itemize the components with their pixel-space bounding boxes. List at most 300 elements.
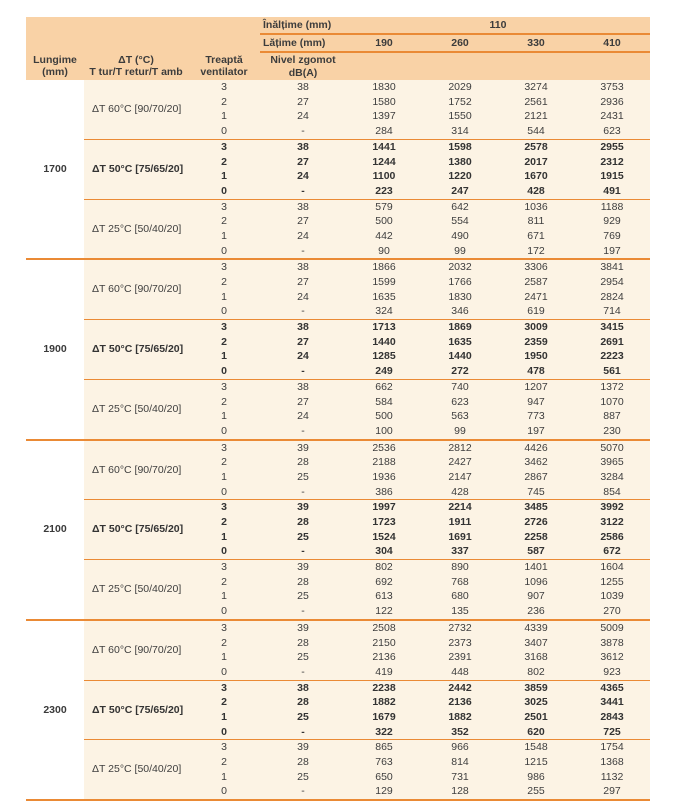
output-cell-190: 1397 xyxy=(346,109,422,124)
output-cell-190: 802 xyxy=(346,560,422,575)
output-cell-330: 2578 xyxy=(498,139,574,154)
noise-level-cell: 38 xyxy=(260,139,346,154)
data-row xyxy=(26,500,650,515)
output-cell-190: 865 xyxy=(346,740,422,755)
fan-step-cell: 0 xyxy=(188,665,260,680)
output-cell-410: 623 xyxy=(574,124,650,139)
output-cell-330: 172 xyxy=(498,244,574,260)
noise-level-cell: 39 xyxy=(260,440,346,456)
output-cell-330: 811 xyxy=(498,214,574,229)
fan-step-cell: 2 xyxy=(188,394,260,409)
output-cell-410: 1368 xyxy=(574,755,650,770)
output-cell-190: 2136 xyxy=(346,650,422,665)
data-row xyxy=(26,139,650,154)
output-cell-330: 2501 xyxy=(498,710,574,725)
fan-step-cell: 3 xyxy=(188,560,260,575)
fan-step-cell: 1 xyxy=(188,530,260,545)
fan-step-cell: 2 xyxy=(188,335,260,350)
output-cell-260: 1220 xyxy=(422,169,498,184)
output-cell-330: 802 xyxy=(498,665,574,680)
output-cell-260: 2373 xyxy=(422,635,498,650)
fan-step-cell: 0 xyxy=(188,424,260,440)
output-cell-330: 2258 xyxy=(498,530,574,545)
output-cell-190: 2150 xyxy=(346,635,422,650)
noise-level-cell: - xyxy=(260,304,346,319)
output-cell-190: 2188 xyxy=(346,455,422,470)
noise-level-cell: 24 xyxy=(260,290,346,305)
noise-level-cell: 38 xyxy=(260,379,346,394)
fan-step-cell: 0 xyxy=(188,244,260,260)
output-cell-260: 128 xyxy=(422,784,498,800)
output-cell-260: 272 xyxy=(422,364,498,379)
output-cell-410: 1604 xyxy=(574,560,650,575)
output-cell-410: 297 xyxy=(574,784,650,800)
delta-t-label: ΔT 60°C [90/70/20] xyxy=(84,440,188,500)
noise-level-cell: - xyxy=(260,244,346,260)
output-cell-190: 1723 xyxy=(346,515,422,530)
length-header-line2: (mm) xyxy=(42,66,68,78)
output-cell-410: 3753 xyxy=(574,80,650,95)
fan-step-cell: 1 xyxy=(188,710,260,725)
output-cell-190: 613 xyxy=(346,589,422,604)
fan-step-cell: 0 xyxy=(188,364,260,379)
width-value-410: 410 xyxy=(574,34,650,52)
delta-t-label: ΔT 60°C [90/70/20] xyxy=(84,259,188,319)
output-cell-410: 929 xyxy=(574,214,650,229)
fan-step-cell: 0 xyxy=(188,304,260,319)
output-cell-260: 1752 xyxy=(422,95,498,110)
output-cell-190: 129 xyxy=(346,784,422,800)
output-cell-260: 563 xyxy=(422,409,498,424)
output-cell-260: 2032 xyxy=(422,259,498,275)
column-header-row xyxy=(26,52,650,80)
noise-level-cell: - xyxy=(260,665,346,680)
output-cell-260: 554 xyxy=(422,214,498,229)
data-row xyxy=(26,440,650,456)
output-cell-260: 337 xyxy=(422,544,498,559)
output-cell-190: 1635 xyxy=(346,290,422,305)
header-filler-cell xyxy=(346,52,650,80)
length-label: 2300 xyxy=(26,620,84,800)
output-cell-260: 2732 xyxy=(422,620,498,636)
fan-step-cell: 1 xyxy=(188,409,260,424)
output-cell-190: 304 xyxy=(346,544,422,559)
output-cell-190: 1580 xyxy=(346,95,422,110)
output-cell-260: 814 xyxy=(422,755,498,770)
output-cell-410: 5070 xyxy=(574,440,650,456)
output-cell-260: 1598 xyxy=(422,139,498,154)
output-cell-330: 1207 xyxy=(498,379,574,394)
output-cell-410: 1039 xyxy=(574,589,650,604)
output-cell-410: 197 xyxy=(574,244,650,260)
fan-step-cell: 0 xyxy=(188,485,260,500)
fan-step-cell: 3 xyxy=(188,680,260,695)
output-cell-260: 99 xyxy=(422,244,498,260)
noise-header-line1: Nivel zgomot xyxy=(270,54,336,67)
output-cell-410: 1188 xyxy=(574,199,650,214)
output-cell-190: 2536 xyxy=(346,440,422,456)
noise-level-cell: 25 xyxy=(260,530,346,545)
output-cell-260: 2147 xyxy=(422,470,498,485)
output-cell-410: 3415 xyxy=(574,320,650,335)
output-cell-190: 763 xyxy=(346,755,422,770)
output-cell-190: 1997 xyxy=(346,500,422,515)
output-cell-330: 3462 xyxy=(498,455,574,470)
output-cell-330: 619 xyxy=(498,304,574,319)
output-cell-410: 1070 xyxy=(574,394,650,409)
noise-level-cell: 28 xyxy=(260,635,346,650)
output-cell-410: 1132 xyxy=(574,770,650,785)
delta-t-label: ΔT 50°C [75/65/20] xyxy=(84,139,188,199)
output-cell-260: 2214 xyxy=(422,500,498,515)
noise-level-cell: 28 xyxy=(260,575,346,590)
output-cell-410: 2954 xyxy=(574,275,650,290)
output-cell-330: 1096 xyxy=(498,575,574,590)
output-cell-260: 448 xyxy=(422,665,498,680)
output-cell-330: 3274 xyxy=(498,80,574,95)
fan-step-cell: 1 xyxy=(188,290,260,305)
output-cell-330: 197 xyxy=(498,424,574,440)
noise-level-cell: - xyxy=(260,604,346,620)
output-cell-330: 3859 xyxy=(498,680,574,695)
data-row xyxy=(26,379,650,394)
data-row xyxy=(26,680,650,695)
output-cell-330: 4426 xyxy=(498,440,574,456)
fan-step-cell: 2 xyxy=(188,575,260,590)
noise-level-cell: 25 xyxy=(260,470,346,485)
output-cell-260: 2136 xyxy=(422,695,498,710)
output-cell-260: 247 xyxy=(422,184,498,199)
output-cell-410: 714 xyxy=(574,304,650,319)
output-cell-260: 1691 xyxy=(422,530,498,545)
noise-level-cell: - xyxy=(260,124,346,139)
height-value: 110 xyxy=(346,17,650,34)
fan-step-cell: 3 xyxy=(188,320,260,335)
length-label: 2100 xyxy=(26,440,84,620)
delta-t-header-line2: T tur/T retur/T amb xyxy=(89,66,183,78)
output-cell-260: 642 xyxy=(422,199,498,214)
width-value-260: 260 xyxy=(422,34,498,52)
table-body xyxy=(26,80,650,800)
noise-level-cell: 27 xyxy=(260,95,346,110)
fan-step-cell: 2 xyxy=(188,275,260,290)
output-cell-410: 3284 xyxy=(574,470,650,485)
output-cell-260: 490 xyxy=(422,229,498,244)
delta-t-label: ΔT 25°C [50/40/20] xyxy=(84,740,188,800)
output-cell-330: 2359 xyxy=(498,335,574,350)
output-cell-410: 672 xyxy=(574,544,650,559)
fan-step-cell: 0 xyxy=(188,544,260,559)
output-cell-410: 2843 xyxy=(574,710,650,725)
output-cell-260: 99 xyxy=(422,424,498,440)
fan-step-cell: 3 xyxy=(188,500,260,515)
output-cell-330: 1548 xyxy=(498,740,574,755)
noise-level-cell: 25 xyxy=(260,589,346,604)
noise-level-cell: 25 xyxy=(260,650,346,665)
output-cell-260: 2442 xyxy=(422,680,498,695)
data-row xyxy=(26,620,650,636)
output-cell-410: 2824 xyxy=(574,290,650,305)
noise-level-cell: - xyxy=(260,364,346,379)
output-cell-330: 1670 xyxy=(498,169,574,184)
output-cell-190: 249 xyxy=(346,364,422,379)
data-row xyxy=(26,199,650,214)
output-cell-410: 1754 xyxy=(574,740,650,755)
output-cell-330: 2017 xyxy=(498,154,574,169)
output-cell-410: 887 xyxy=(574,409,650,424)
output-cell-260: 2427 xyxy=(422,455,498,470)
output-cell-410: 2955 xyxy=(574,139,650,154)
output-cell-330: 745 xyxy=(498,485,574,500)
output-cell-330: 986 xyxy=(498,770,574,785)
output-cell-260: 1550 xyxy=(422,109,498,124)
fan-step-cell: 3 xyxy=(188,440,260,456)
output-cell-410: 725 xyxy=(574,725,650,740)
output-cell-190: 1866 xyxy=(346,259,422,275)
delta-t-header-line1: ΔT (°C) xyxy=(118,53,154,66)
noise-level-cell: 24 xyxy=(260,109,346,124)
fan-step-cell: 2 xyxy=(188,214,260,229)
output-cell-410: 2586 xyxy=(574,530,650,545)
output-cell-260: 428 xyxy=(422,485,498,500)
output-cell-190: 1524 xyxy=(346,530,422,545)
noise-level-cell: 24 xyxy=(260,229,346,244)
length-label: 1900 xyxy=(26,259,84,439)
output-cell-190: 122 xyxy=(346,604,422,620)
noise-level-cell: 28 xyxy=(260,455,346,470)
output-cell-410: 3122 xyxy=(574,515,650,530)
noise-level-cell: 25 xyxy=(260,710,346,725)
fan-step-cell: 1 xyxy=(188,589,260,604)
output-cell-190: 579 xyxy=(346,199,422,214)
fan-step-cell: 2 xyxy=(188,635,260,650)
output-cell-190: 386 xyxy=(346,485,422,500)
output-cell-260: 346 xyxy=(422,304,498,319)
delta-t-label: ΔT 25°C [50/40/20] xyxy=(84,379,188,439)
output-cell-410: 561 xyxy=(574,364,650,379)
output-cell-330: 671 xyxy=(498,229,574,244)
noise-level-cell: 27 xyxy=(260,275,346,290)
output-cell-330: 2121 xyxy=(498,109,574,124)
output-cell-410: 1372 xyxy=(574,379,650,394)
header-blank-cell xyxy=(26,17,260,52)
output-cell-260: 731 xyxy=(422,770,498,785)
output-cell-330: 907 xyxy=(498,589,574,604)
output-cell-190: 1713 xyxy=(346,320,422,335)
output-cell-260: 1911 xyxy=(422,515,498,530)
fan-step-cell: 1 xyxy=(188,109,260,124)
noise-level-cell: - xyxy=(260,544,346,559)
noise-level-cell: 24 xyxy=(260,349,346,364)
output-cell-330: 1401 xyxy=(498,560,574,575)
data-row xyxy=(26,740,650,755)
fan-step-cell: 3 xyxy=(188,379,260,394)
output-cell-330: 2471 xyxy=(498,290,574,305)
output-cell-330: 2587 xyxy=(498,275,574,290)
output-cell-330: 3009 xyxy=(498,320,574,335)
output-cell-410: 923 xyxy=(574,665,650,680)
delta-t-label: ΔT 50°C [75/65/20] xyxy=(84,680,188,740)
noise-level-cell: 24 xyxy=(260,409,346,424)
height-header-row xyxy=(26,17,650,34)
output-cell-260: 680 xyxy=(422,589,498,604)
noise-level-cell: - xyxy=(260,184,346,199)
fan-step-cell: 1 xyxy=(188,770,260,785)
output-cell-410: 3878 xyxy=(574,635,650,650)
noise-level-cell: 27 xyxy=(260,154,346,169)
output-cell-190: 284 xyxy=(346,124,422,139)
noise-level-cell: 28 xyxy=(260,695,346,710)
output-cell-410: 2691 xyxy=(574,335,650,350)
output-cell-330: 587 xyxy=(498,544,574,559)
data-row xyxy=(26,320,650,335)
output-cell-260: 135 xyxy=(422,604,498,620)
output-cell-330: 2726 xyxy=(498,515,574,530)
output-cell-410: 3965 xyxy=(574,455,650,470)
fan-step-cell: 3 xyxy=(188,620,260,636)
fan-step-cell: 2 xyxy=(188,154,260,169)
output-cell-190: 1882 xyxy=(346,695,422,710)
output-cell-410: 3612 xyxy=(574,650,650,665)
delta-t-label: ΔT 50°C [75/65/20] xyxy=(84,500,188,560)
output-cell-330: 236 xyxy=(498,604,574,620)
output-cell-260: 1869 xyxy=(422,320,498,335)
output-cell-330: 3306 xyxy=(498,259,574,275)
output-cell-190: 100 xyxy=(346,424,422,440)
delta-t-label: ΔT 60°C [90/70/20] xyxy=(84,620,188,680)
fan-step-cell: 2 xyxy=(188,515,260,530)
fan-step-cell: 0 xyxy=(188,124,260,139)
output-cell-260: 768 xyxy=(422,575,498,590)
table-header xyxy=(26,17,650,80)
output-cell-330: 3168 xyxy=(498,650,574,665)
output-cell-190: 1441 xyxy=(346,139,422,154)
output-cell-330: 3025 xyxy=(498,695,574,710)
output-cell-410: 3992 xyxy=(574,500,650,515)
fan-step-header-line2: ventilator xyxy=(200,66,248,78)
output-cell-190: 442 xyxy=(346,229,422,244)
output-cell-330: 620 xyxy=(498,725,574,740)
fan-step-cell: 0 xyxy=(188,604,260,620)
output-cell-190: 584 xyxy=(346,394,422,409)
output-cell-410: 1915 xyxy=(574,169,650,184)
output-cell-190: 650 xyxy=(346,770,422,785)
output-cell-190: 223 xyxy=(346,184,422,199)
output-cell-330: 2561 xyxy=(498,95,574,110)
output-cell-260: 740 xyxy=(422,379,498,394)
length-column-header xyxy=(26,52,84,80)
noise-level-cell: 39 xyxy=(260,500,346,515)
output-cell-190: 2238 xyxy=(346,680,422,695)
fan-step-cell: 0 xyxy=(188,784,260,800)
fan-step-cell: 1 xyxy=(188,169,260,184)
noise-column-header xyxy=(260,52,346,80)
noise-level-cell: 38 xyxy=(260,199,346,214)
noise-level-cell: 24 xyxy=(260,169,346,184)
output-cell-260: 1882 xyxy=(422,710,498,725)
data-row xyxy=(26,259,650,275)
noise-level-cell: 39 xyxy=(260,560,346,575)
noise-level-cell: 39 xyxy=(260,740,346,755)
output-cell-330: 773 xyxy=(498,409,574,424)
output-cell-410: 3841 xyxy=(574,259,650,275)
fan-step-cell: 3 xyxy=(188,139,260,154)
fan-step-header-line1: Treaptă xyxy=(205,53,243,66)
fan-step-cell: 1 xyxy=(188,470,260,485)
output-cell-260: 1830 xyxy=(422,290,498,305)
output-cell-190: 1599 xyxy=(346,275,422,290)
output-cell-330: 2867 xyxy=(498,470,574,485)
noise-level-cell: 38 xyxy=(260,259,346,275)
output-cell-330: 947 xyxy=(498,394,574,409)
length-header-line1: Lungime xyxy=(33,53,77,66)
performance-table xyxy=(26,17,650,801)
output-cell-260: 890 xyxy=(422,560,498,575)
fan-step-column-header xyxy=(188,52,260,80)
output-cell-260: 352 xyxy=(422,725,498,740)
fan-step-cell: 2 xyxy=(188,95,260,110)
output-cell-190: 1285 xyxy=(346,349,422,364)
output-cell-260: 2029 xyxy=(422,80,498,95)
output-cell-330: 1215 xyxy=(498,755,574,770)
delta-t-label: ΔT 50°C [75/65/20] xyxy=(84,320,188,380)
output-cell-410: 491 xyxy=(574,184,650,199)
fan-step-cell: 2 xyxy=(188,695,260,710)
output-cell-190: 500 xyxy=(346,214,422,229)
fan-step-cell: 3 xyxy=(188,259,260,275)
output-cell-190: 90 xyxy=(346,244,422,260)
noise-level-cell: 38 xyxy=(260,680,346,695)
delta-t-label: ΔT 60°C [90/70/20] xyxy=(84,80,188,139)
delta-t-column-header xyxy=(84,52,188,80)
output-cell-260: 966 xyxy=(422,740,498,755)
output-cell-190: 1936 xyxy=(346,470,422,485)
output-cell-190: 1679 xyxy=(346,710,422,725)
output-cell-190: 1244 xyxy=(346,154,422,169)
output-cell-410: 854 xyxy=(574,485,650,500)
output-cell-190: 1440 xyxy=(346,335,422,350)
output-cell-330: 478 xyxy=(498,364,574,379)
output-cell-190: 662 xyxy=(346,379,422,394)
fan-step-cell: 2 xyxy=(188,455,260,470)
output-cell-190: 500 xyxy=(346,409,422,424)
noise-level-cell: 38 xyxy=(260,80,346,95)
noise-level-cell: - xyxy=(260,424,346,440)
output-cell-410: 4365 xyxy=(574,680,650,695)
noise-header-line2: dB(A) xyxy=(288,66,318,79)
output-cell-190: 2508 xyxy=(346,620,422,636)
output-cell-190: 1100 xyxy=(346,169,422,184)
fan-step-cell: 1 xyxy=(188,650,260,665)
output-cell-330: 428 xyxy=(498,184,574,199)
width-value-330: 330 xyxy=(498,34,574,52)
noise-level-cell: 39 xyxy=(260,620,346,636)
noise-level-cell: - xyxy=(260,725,346,740)
output-cell-330: 1950 xyxy=(498,349,574,364)
output-cell-260: 1635 xyxy=(422,335,498,350)
output-cell-410: 2223 xyxy=(574,349,650,364)
output-cell-410: 270 xyxy=(574,604,650,620)
output-cell-190: 419 xyxy=(346,665,422,680)
output-cell-260: 1440 xyxy=(422,349,498,364)
fan-step-cell: 1 xyxy=(188,229,260,244)
output-cell-260: 2812 xyxy=(422,440,498,456)
output-cell-260: 1380 xyxy=(422,154,498,169)
output-cell-410: 2312 xyxy=(574,154,650,169)
output-cell-410: 2431 xyxy=(574,109,650,124)
output-cell-190: 692 xyxy=(346,575,422,590)
output-cell-410: 769 xyxy=(574,229,650,244)
